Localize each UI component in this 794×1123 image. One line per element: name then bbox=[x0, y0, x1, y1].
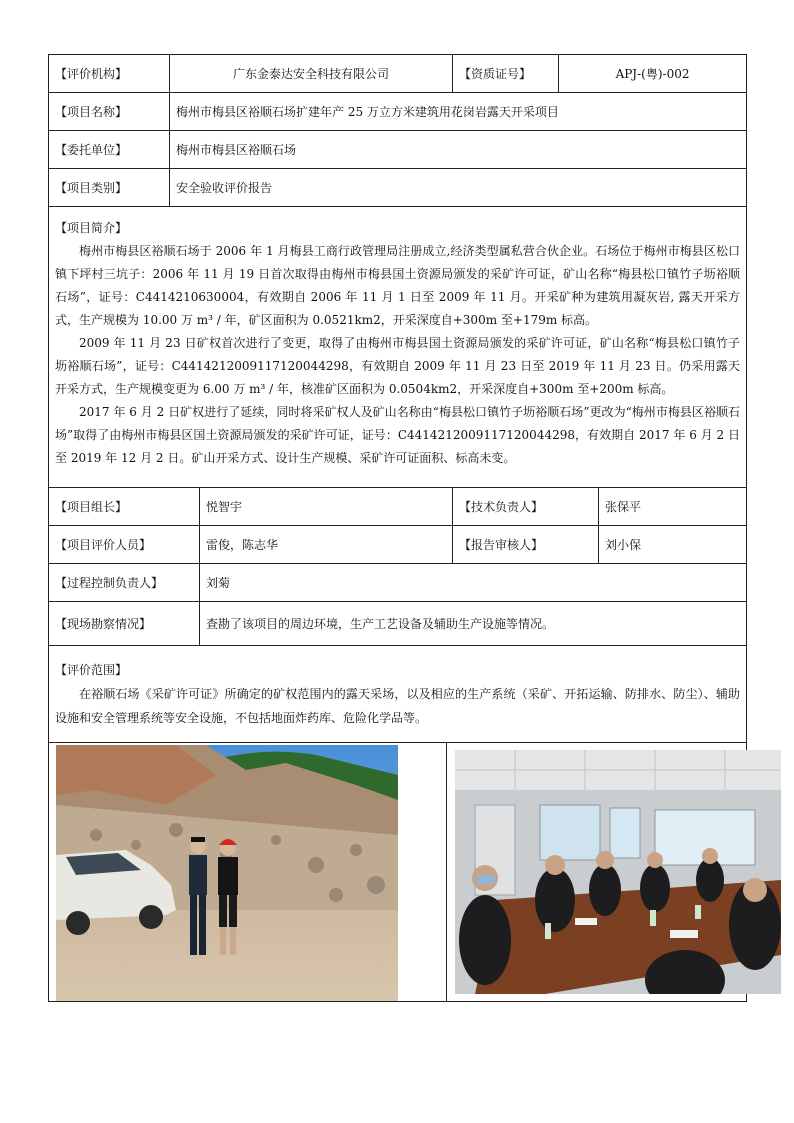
evaluation-info-sheet bbox=[48, 54, 746, 1002]
org-value: 广东金泰达安全科技有限公司 bbox=[170, 55, 453, 93]
client-value: 梅州市梅县区裕顺石场 bbox=[170, 131, 747, 169]
scope-text: 在裕顺石场《采矿许可证》所确定的矿权范围内的露天采场，以及相应的生产系统（采矿、开拓运输、防排水、防尘）、辅助设施和安全管理系统等安全设施，不包括地面炸药库、危险化学品等。 bbox=[55, 687, 741, 725]
leader-value: 悦智宇 bbox=[200, 488, 453, 526]
project-name-value: 梅州市梅县区裕顺石场扩建年产 25 万立方米建筑用花岗岩露天开采项目 bbox=[170, 93, 747, 131]
meeting-room-photo bbox=[455, 750, 781, 994]
process-control-value: 刘菊 bbox=[200, 564, 747, 602]
project-intro-section bbox=[49, 207, 747, 488]
intro-paragraph-1: 梅州市梅县区裕顺石场于 2006 年 1 月梅县工商行政管理局注册成立,经济类型属私营合伙企业。石场位于梅州市梅县区松口镇下坪村三坑子：2006 年 11 月 19 日首次取得由梅州市梅县国土资源局颁发的采矿许可证，矿山名称“梅县松口镇竹子坜裕顺石场”，证号：C4414210630004，有效期自 2006 年 11 月 1 日至 2009 年 11 月。开采矿种为建筑用凝灰岩, 露天开采方式，生产规模为 10.00 万 m³ / 年，矿区面积为 0.0521km2，开采深度自+300m 至+179m 标高。 bbox=[55, 244, 741, 327]
evaluators-label: 【项目评价人员】 bbox=[49, 526, 200, 564]
site-survey-label: 【现场勘察情况】 bbox=[49, 602, 200, 646]
info-table bbox=[48, 54, 747, 1002]
tech-lead-value: 张保平 bbox=[599, 488, 747, 526]
intro-title: 【项目简介】 bbox=[55, 221, 128, 235]
intro-paragraph-2: 2009 年 11 月 23 日矿权首次进行了变更，取得了由梅州市梅县国土资源局颁发的采矿许可证，矿山名称“梅县松口镇竹子坜裕顺石场”，证号：C4414212009117120044298，有效期自 2009 年 11 月 23 日至 2019 年 11 月 23 日。仍采用露天开采方式，生产规模变更为 6.00 万 m³ / 年，核准矿区面积为 0.0504km2，开采深度自+300m 至+200m 标高。 bbox=[55, 336, 741, 396]
scope-section bbox=[49, 646, 747, 743]
quarry-site-photo bbox=[56, 745, 398, 1001]
project-name-label: 【项目名称】 bbox=[49, 93, 170, 131]
category-value: 安全验收评价报告 bbox=[170, 169, 747, 207]
client-label: 【委托单位】 bbox=[49, 131, 170, 169]
tech-lead-label: 【技术负责人】 bbox=[453, 488, 599, 526]
photo-cell-right bbox=[447, 743, 747, 1002]
evaluators-value: 雷俊，陈志华 bbox=[200, 526, 453, 564]
category-label: 【项目类别】 bbox=[49, 169, 170, 207]
photo-cell-left bbox=[49, 743, 447, 1002]
scope-title: 【评价范围】 bbox=[55, 663, 128, 677]
org-label: 【评价机构】 bbox=[49, 55, 170, 93]
cert-label: 【资质证号】 bbox=[453, 55, 559, 93]
cert-value: APJ-(粤)-002 bbox=[559, 55, 747, 93]
reviewer-label: 【报告审核人】 bbox=[453, 526, 599, 564]
intro-paragraph-3: 2017 年 6 月 2 日矿权进行了延续，同时将采矿权人及矿山名称由“梅县松口镇竹子坜裕顺石场”更改为“梅州市梅县区裕顺石场”取得了由梅州市梅县区国土资源局颁发的采矿许可证，证号：C4414212009117120044298，有效期自 2017 年 6 月 2 日至 2019 年 12 月 2 日。矿山开采方式、设计生产规模、采矿许可证面积、标高未变。 bbox=[55, 405, 741, 465]
leader-label: 【项目组长】 bbox=[49, 488, 200, 526]
reviewer-value: 刘小保 bbox=[599, 526, 747, 564]
process-control-label: 【过程控制负责人】 bbox=[49, 564, 200, 602]
site-survey-value: 查勘了该项目的周边环境，生产工艺设备及辅助生产设施等情况。 bbox=[200, 602, 747, 646]
